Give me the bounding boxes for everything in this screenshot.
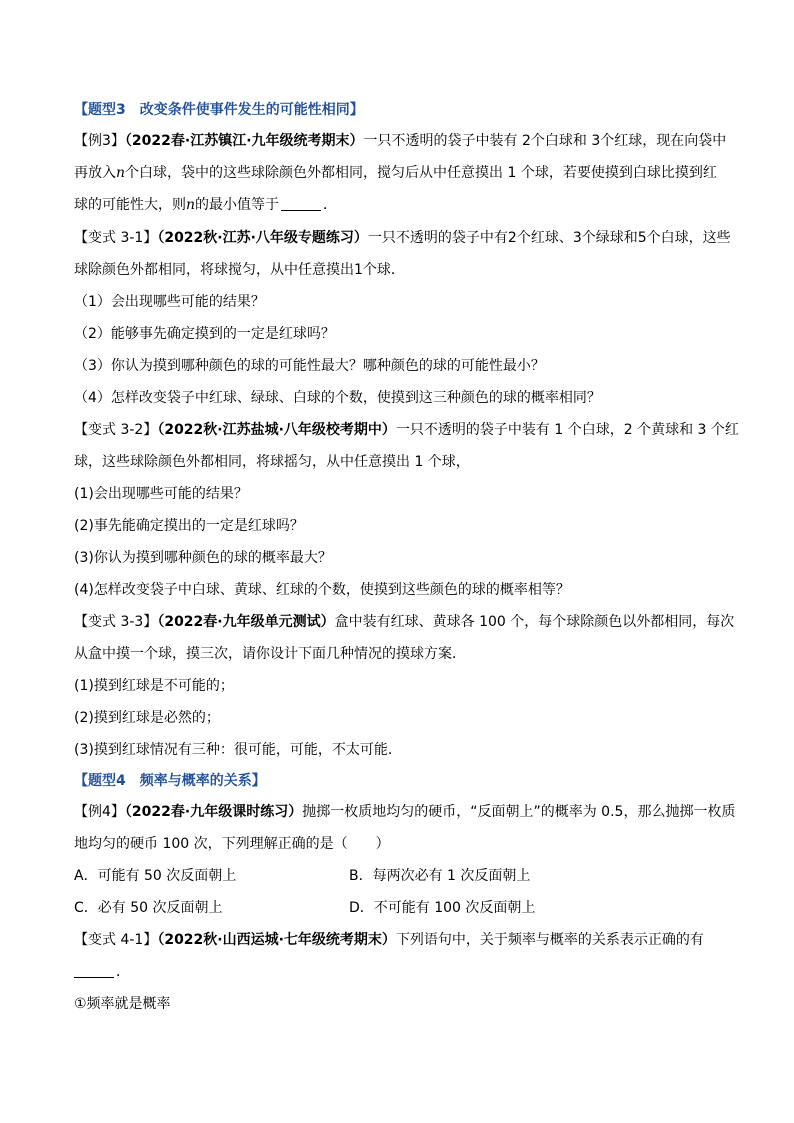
variable-n: n <box>116 165 126 181</box>
variant-3-1-source: （2022秋·江苏·八年级专题练习） <box>157 230 368 246</box>
example-4-tag: 【例4】 <box>74 804 125 820</box>
variant-3-1-text-1: 一只不透明的袋子中有2个红球、3个绿球和5个白球，这些 <box>367 230 731 246</box>
variant-4-1-line-1 <box>74 930 704 950</box>
variant-4-1-line-2 <box>74 962 130 982</box>
variant-4-1-tag: 【变式 4-1】 <box>74 932 158 948</box>
variant-3-3-question-1: (1)摸到红球是不可能的； <box>74 678 234 694</box>
variant-3-3-line-2: 从盒中摸一个球，摸三次，请你设计下面几种情况的摸球方案． <box>74 646 466 662</box>
answer-blank <box>281 196 321 211</box>
variant-3-3-line-1 <box>74 612 734 632</box>
variant-3-1-tag: 【变式 3-1】 <box>74 230 158 246</box>
variant-3-2-question-4: (4)怎样改变袋子中白球、黄球、红球的个数，使摸到这些颜色的球的概率相等？ <box>74 582 570 598</box>
variant-4-1-period: ． <box>116 964 130 980</box>
example-3-line-2 <box>74 163 717 183</box>
example-4-source: （2022春·九年级课时练习） <box>124 804 303 820</box>
variant-3-1-question-4: （4）怎样改变袋子中红球、绿球、白球的个数，使摸到这三种颜色的球的概率相同？ <box>74 390 601 406</box>
variant-3-2-question-1: (1)会出现哪些可能的结果？ <box>74 486 248 502</box>
variant-3-2-line-2: 球，这些球除颜色外都相同，将球摇匀，从中任意摸出 1 个球， <box>74 454 470 470</box>
variant-3-3-question-3: (3)摸到红球情况有三种：很可能，可能，不太可能． <box>74 742 402 758</box>
example-3-source: （2022春·江苏镇江·九年级统考期末） <box>124 133 364 149</box>
example-3-period: ． <box>323 197 338 213</box>
variant-3-2-question-2: (2)事先能确定摸出的一定是红球吗？ <box>74 518 304 534</box>
variant-3-3-tag: 【变式 3-3】 <box>74 614 158 630</box>
variant-4-1-source: （2022秋·山西运城·七年级统考期末） <box>157 932 396 948</box>
section-3-title: 【题型3 改变条件使事件发生的可能性相同】 <box>74 102 364 118</box>
example-3-text-2b: 个白球，袋中的这些球除颜色外都相同，搅匀后从中任意摸出 1 个球，若要使摸到白球比摸到红 <box>125 165 717 181</box>
variant-4-1-text-1: 下列语句中，关于频率与概率的关系表示正确的有 <box>395 932 704 948</box>
variant-3-3-question-2: (2)摸到红球是必然的； <box>74 710 220 726</box>
variant-3-1-question-1: （1）会出现哪些可能的结果？ <box>74 294 265 310</box>
variant-3-1-question-3: （3）你认为摸到哪种颜色的球的可能性最大？哪种颜色的球的可能性最小？ <box>74 358 545 374</box>
example-3-line-1 <box>74 131 726 151</box>
example-3-text-3a: 球的可能性大，则 <box>74 197 186 213</box>
example-4-line-2: 地均匀的硬币 100 次，下列理解正确的是（ ） <box>74 836 390 852</box>
variant-3-1-line-2: 球除颜色外都相同，将球搅匀，从中任意摸出1个球． <box>74 262 405 278</box>
variant-3-2-text-1: 一只不透明的袋子中装有 1 个白球，2 个黄球和 3 个红 <box>395 422 739 438</box>
option-c: C．必有 50 次反面朝上 <box>74 900 223 916</box>
variable-n-2: n <box>186 197 196 213</box>
answer-blank-2 <box>74 963 114 978</box>
option-b: B．每两次必有 1 次反面朝上 <box>349 868 531 884</box>
example-4-line-1 <box>74 802 735 822</box>
section-4-title: 【题型4 频率与概率的关系】 <box>74 773 266 789</box>
option-d: D．不可能有 100 次反面朝上 <box>349 900 536 916</box>
variant-3-2-question-3: (3)你认为摸到哪种颜色的球的概率最大？ <box>74 550 332 566</box>
example-4-text-1: 抛掷一枚质地均匀的硬币，“反面朝上”的概率为 0.5，那么抛掷一枚质 <box>302 804 736 820</box>
example-3-line-3 <box>74 195 337 215</box>
example-3-text-2a: 再放入 <box>74 165 116 181</box>
variant-3-1-question-2: （2）能够事先确定摸到的一定是红球吗？ <box>74 326 335 342</box>
variant-4-1-item-1: ①频率就是概率 <box>74 996 171 1012</box>
option-a: A．可能有 50 次反面朝上 <box>74 868 237 884</box>
example-3-text-1: 一只不透明的袋子中装有 2个白球和 3个红球，现在向袋中 <box>363 133 727 149</box>
example-3-tag: 【例3】 <box>74 133 125 149</box>
variant-3-3-source: （2022春·九年级单元测试） <box>157 614 335 630</box>
variant-3-2-tag: 【变式 3-2】 <box>74 422 158 438</box>
example-3-text-3b: 的最小值等于 <box>195 197 280 213</box>
variant-3-1-line-1 <box>74 228 731 248</box>
variant-3-2-line-1 <box>74 420 739 440</box>
variant-3-2-source: （2022秋·江苏盐城·八年级校考期中） <box>157 422 396 438</box>
variant-3-3-text-1: 盒中装有红球、黄球各 100 个，每个球除颜色以外都相同，每次 <box>334 614 735 630</box>
